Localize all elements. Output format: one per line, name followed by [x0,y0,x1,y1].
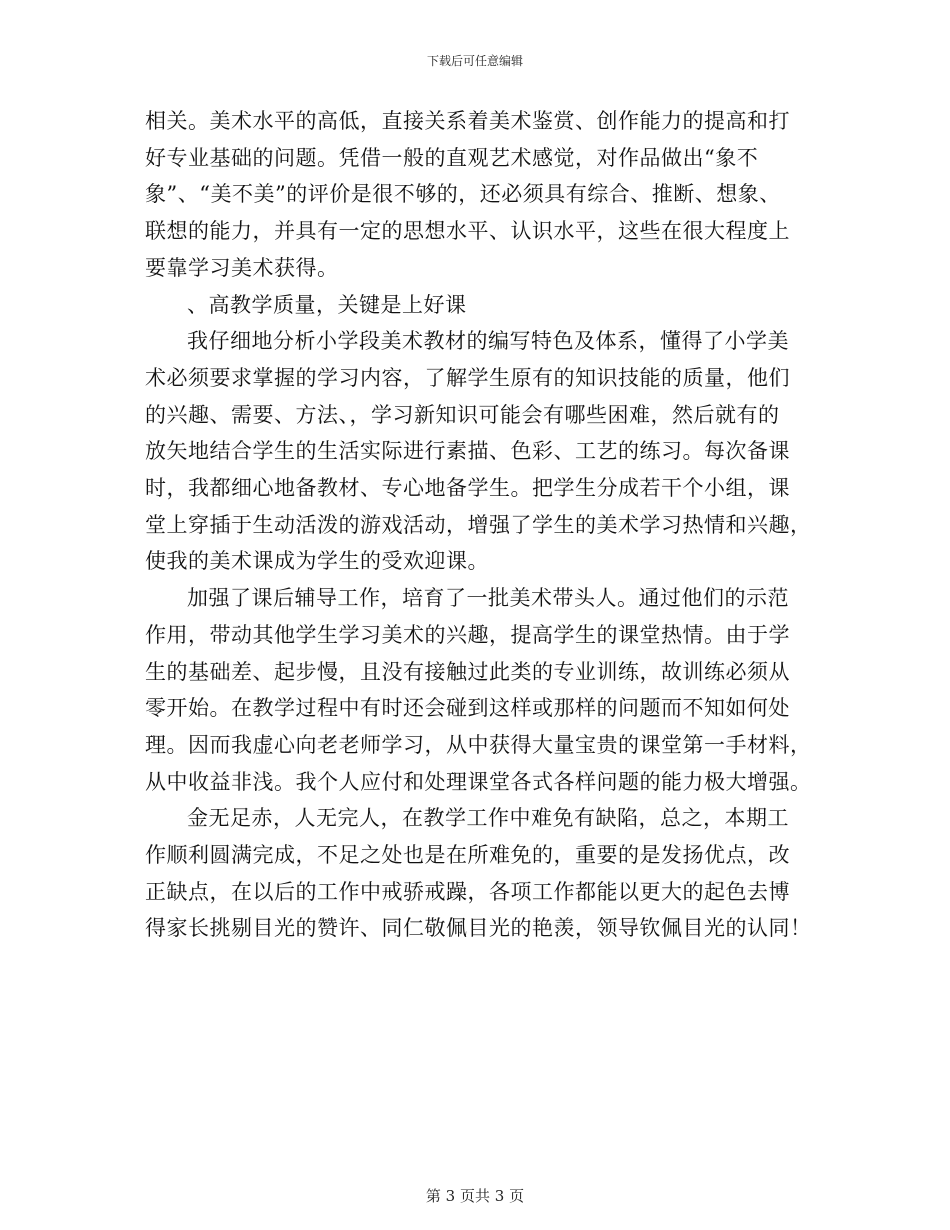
page-number: 第 3 页共 3 页 [425,1187,525,1205]
text-line: 得家长挑剔目光的赞许、同仁敬佩目光的艳羡，领导钦佩目光的认同！ [145,916,812,941]
text-line: 时，我都细心地备教材、专心地备学生。把学生分成若干个小组，课 [145,476,790,501]
text-line: 好专业基础的问题。凭借一般的直观艺术感觉，对作品做出“象不 [145,145,759,170]
text-line: 联想的能力，并具有一定的思想水平、认识水平，这些在很大程度上 [145,219,790,244]
text-line: 使我的美术课成为学生的受欢迎课。 [145,549,489,574]
text-line: 要靠学习美术获得。 [145,255,339,280]
text-line: 相关。美术水平的高低，直接关系着美术鉴赏、创作能力的提高和打 [145,109,790,133]
text-line: 堂上穿插于生动活泼的游戏活动，增强了学生的美术学习热情和兴趣， [145,512,812,537]
text-line: 正缺点，在以后的工作中戒骄戒躁，各项工作都能以更大的起色去博 [145,879,790,904]
text-line: 理。因而我虚心向老老师学习，从中获得大量宝贵的课堂第一手材料， [145,732,812,757]
page-header: 下载后可任意编辑 [426,54,523,68]
text-line: 术必须要求掌握的学习内容，了解学生原有的知识技能的质量，他们 [145,365,790,390]
text-line: 我仔细地分析小学段美术教材的编写特色及体系，懂得了小学美 [187,329,789,354]
document-body [145,103,817,947]
text-line: 加强了课后辅导工作，培育了一批美术带头人。通过他们的示范 [187,586,789,611]
text-line: 金无足赤，人无完人，在教学工作中难免有缺陷，总之，本期工 [187,806,789,831]
text-line: 作用，带动其他学生学习美术的兴趣，提高学生的课堂热情。由于学 [145,622,790,647]
text-line: 零开始。在教学过程中有时还会碰到这样或那样的问题而不知如何处 [145,696,790,721]
text-line: 的兴趣、需要、方法、，学习新知识可能会有哪些困难，然后就有的 [145,402,780,427]
text-line: 从中收益非浅。我个人应付和处理课堂各式各样问题的能力极大增强。 [145,769,812,794]
section-heading: 、高教学质量，关键是上好课 [187,292,467,317]
text-line: 作顺利圆满完成，不足之处也是在所难免的，重要的是发扬优点，改 [145,843,790,868]
text-line: 象”、“美不美”的评价是很不够的，还必须具有综合、推断、想象、 [145,182,781,207]
text-line: 放矢地结合学生的生活实际进行素描、色彩、工艺的练习。每次备课 [145,439,790,464]
text-line: 生的基础差、起步慢，且没有接触过此类的专业训练，故训练必须从 [145,659,790,684]
